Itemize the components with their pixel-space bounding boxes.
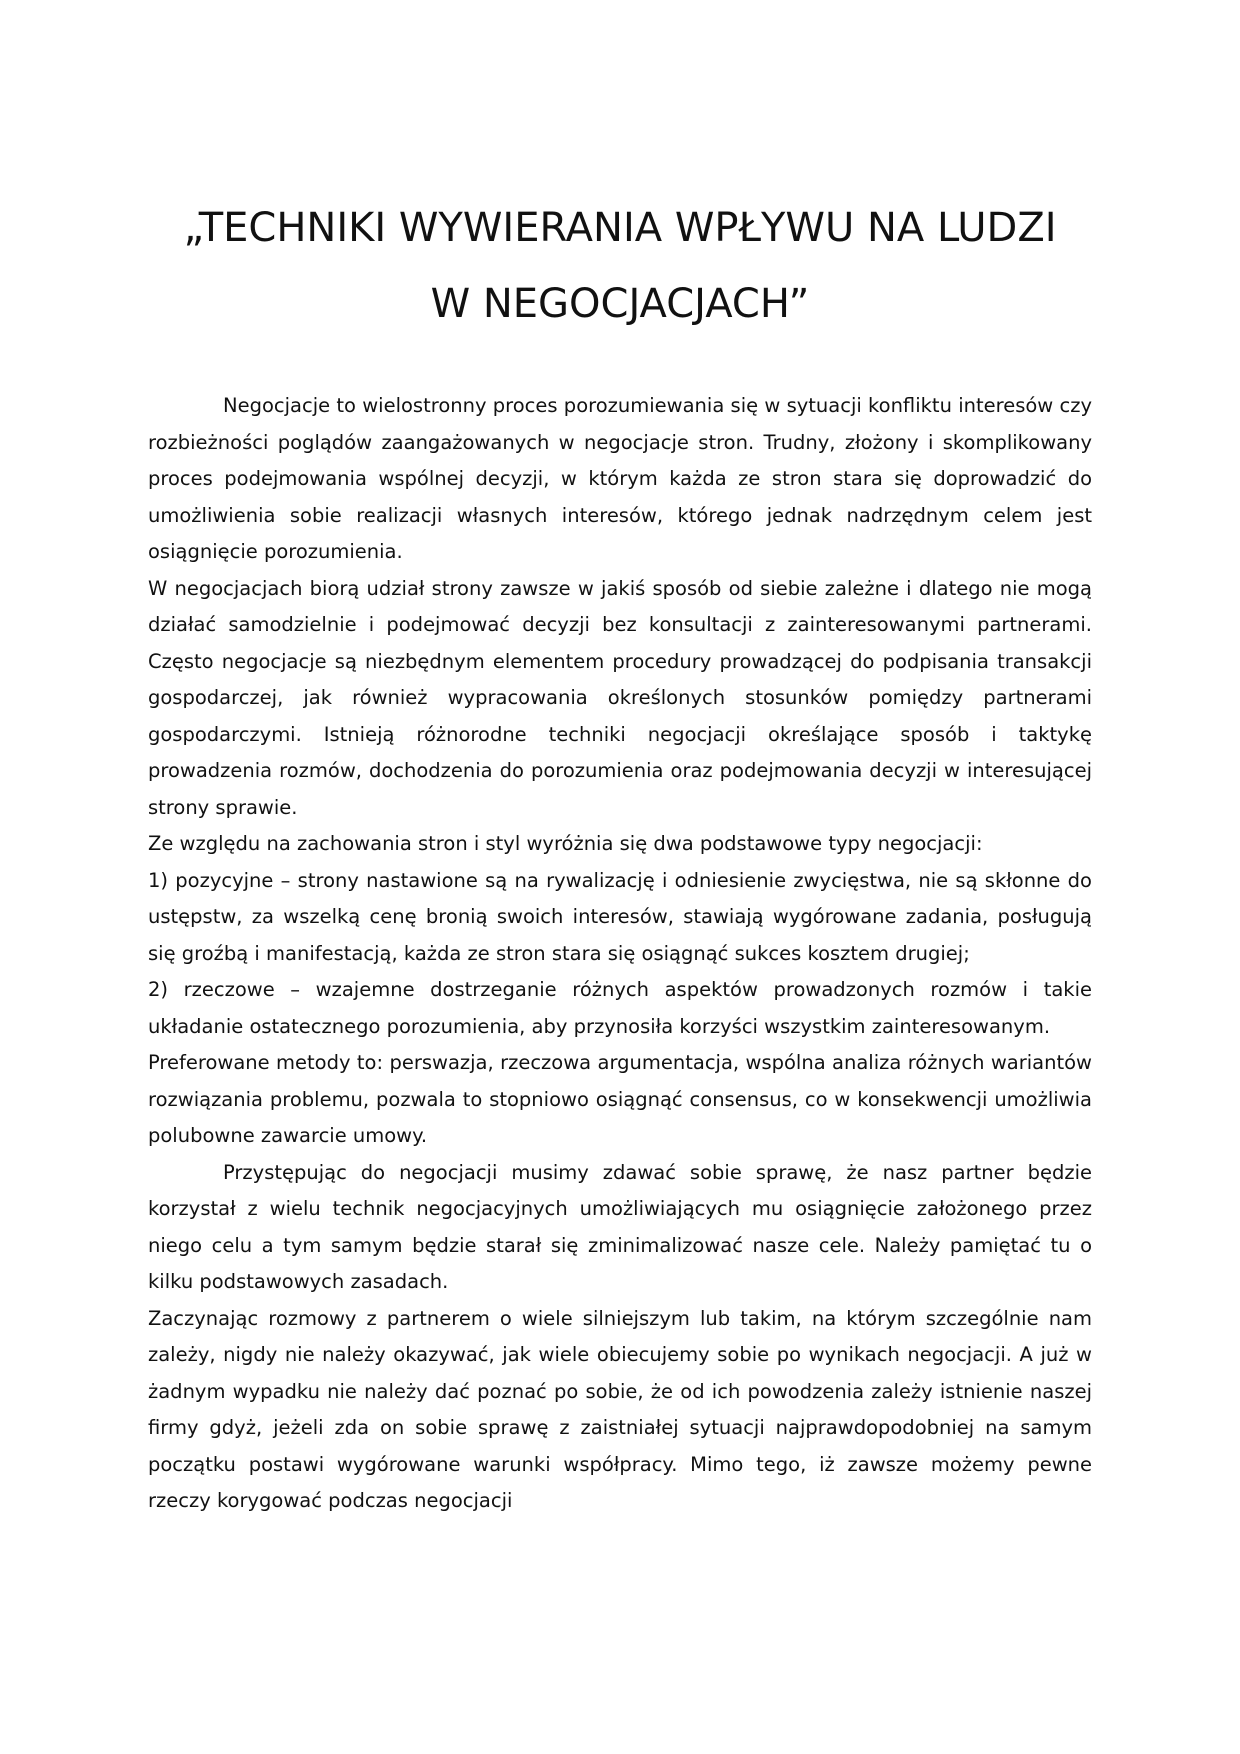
document-body [148,388,1092,1520]
title-line-1: „TECHNIKI WYWIERANIA WPŁYWU NA LUDZI [183,205,1057,251]
paragraph-intro: Negocjacje to wielostronny proces porozumiewania się w sytuacji konfliktu interesów czy rozbieżności poglądów zaangażowanych w negocjacje stron. Trudny, złożony i skomplikowany proces podejmowania wspólnej decyzji, w którym każda ze stron stara się doprowadzić do umożliwienia sobie realizacji własnych interesów, którego jednak nadrzędnym celem jest osiągnięcie porozumienia. [148,394,1092,563]
paragraph-types-intro: Ze względu na zachowania stron i styl wyróżnia się dwa podstawowe typy negocjacji: [148,832,983,855]
paragraph-strong-partner: Zaczynając rozmowy z partnerem o wiele silniejszym lub takim, na którym szczególnie nam zależy, nigdy nie należy okazywać, jak wiele obiecujemy sobie po wynikach negocjacji. A już w żadnym wypadku nie należy dać poznać po sobie, że od ich powodzenia zależy istnienie naszej firmy gdyż, jeżeli zda on sobie sprawę z zaistniałej sytuacji najprawdopodobniej na samym początku postawi wygórowane warunki współpracy. Mimo tego, iż zawsze możemy pewne rzeczy korygować podczas negocjacji [148,1306,1092,1512]
title-line-2: W NEGOCJACJACH” [430,281,810,327]
paragraph-methods: Preferowane metody to: perswazja, rzeczowa argumentacja, wspólna analiza różnych wariantów rozwiązania problemu, pozwala to stopniowo osiągnąć consensus, co w konsekwencji umożliwia polubowne zawarcie umowy. [148,1051,1092,1147]
paragraph-parties: W negocjacjach biorą udział strony zawsze w jakiś sposób od siebie zależne i dlatego nie mogą działać samodzielnie i podejmować decyzji bez konsultacji z zainteresowanymi partnerami. Często negocjacje są niezbędnym elementem procedury prowadzącej do podpisania transakcji gospodarczej, jak również wypracowania określonych stosunków pomiędzy partnerami gospodarczymi. Istnieją różnorodne techniki negocjacji określające sposób i taktykę prowadzenia rozmów, dochodzenia do porozumienia oraz podejmowania decyzji w interesującej strony sprawie. [148,576,1092,819]
document-title [130,190,1110,342]
paragraph-approach: Przystępując do negocjacji musimy zdawać sobie sprawę, że nasz partner będzie korzystał z wielu technik negocjacyjnych umożliwiających mu osiągnięcie założonego przez niego celu a tym samym będzie starał się zminimalizować nasze cele. Należy pamiętać tu o kilku podstawowych zasadach. [148,1160,1092,1293]
paragraph-substantive: 2) rzeczowe – wzajemne dostrzeganie różnych aspektów prowadzonych rozmów i takie układanie ostatecznego porozumienia, aby przynosiła korzyści wszystkim zainteresowanym. [148,978,1092,1038]
paragraph-positional: 1) pozycyjne – strony nastawione są na rywalizację i odniesienie zwycięstwa, nie są skłonne do ustępstw, za wszelką cenę bronią swoich interesów, stawiają wygórowane zadania, posługują się groźbą i manifestacją, każda ze stron stara się osiągnąć sukces kosztem drugiej; [148,868,1092,965]
